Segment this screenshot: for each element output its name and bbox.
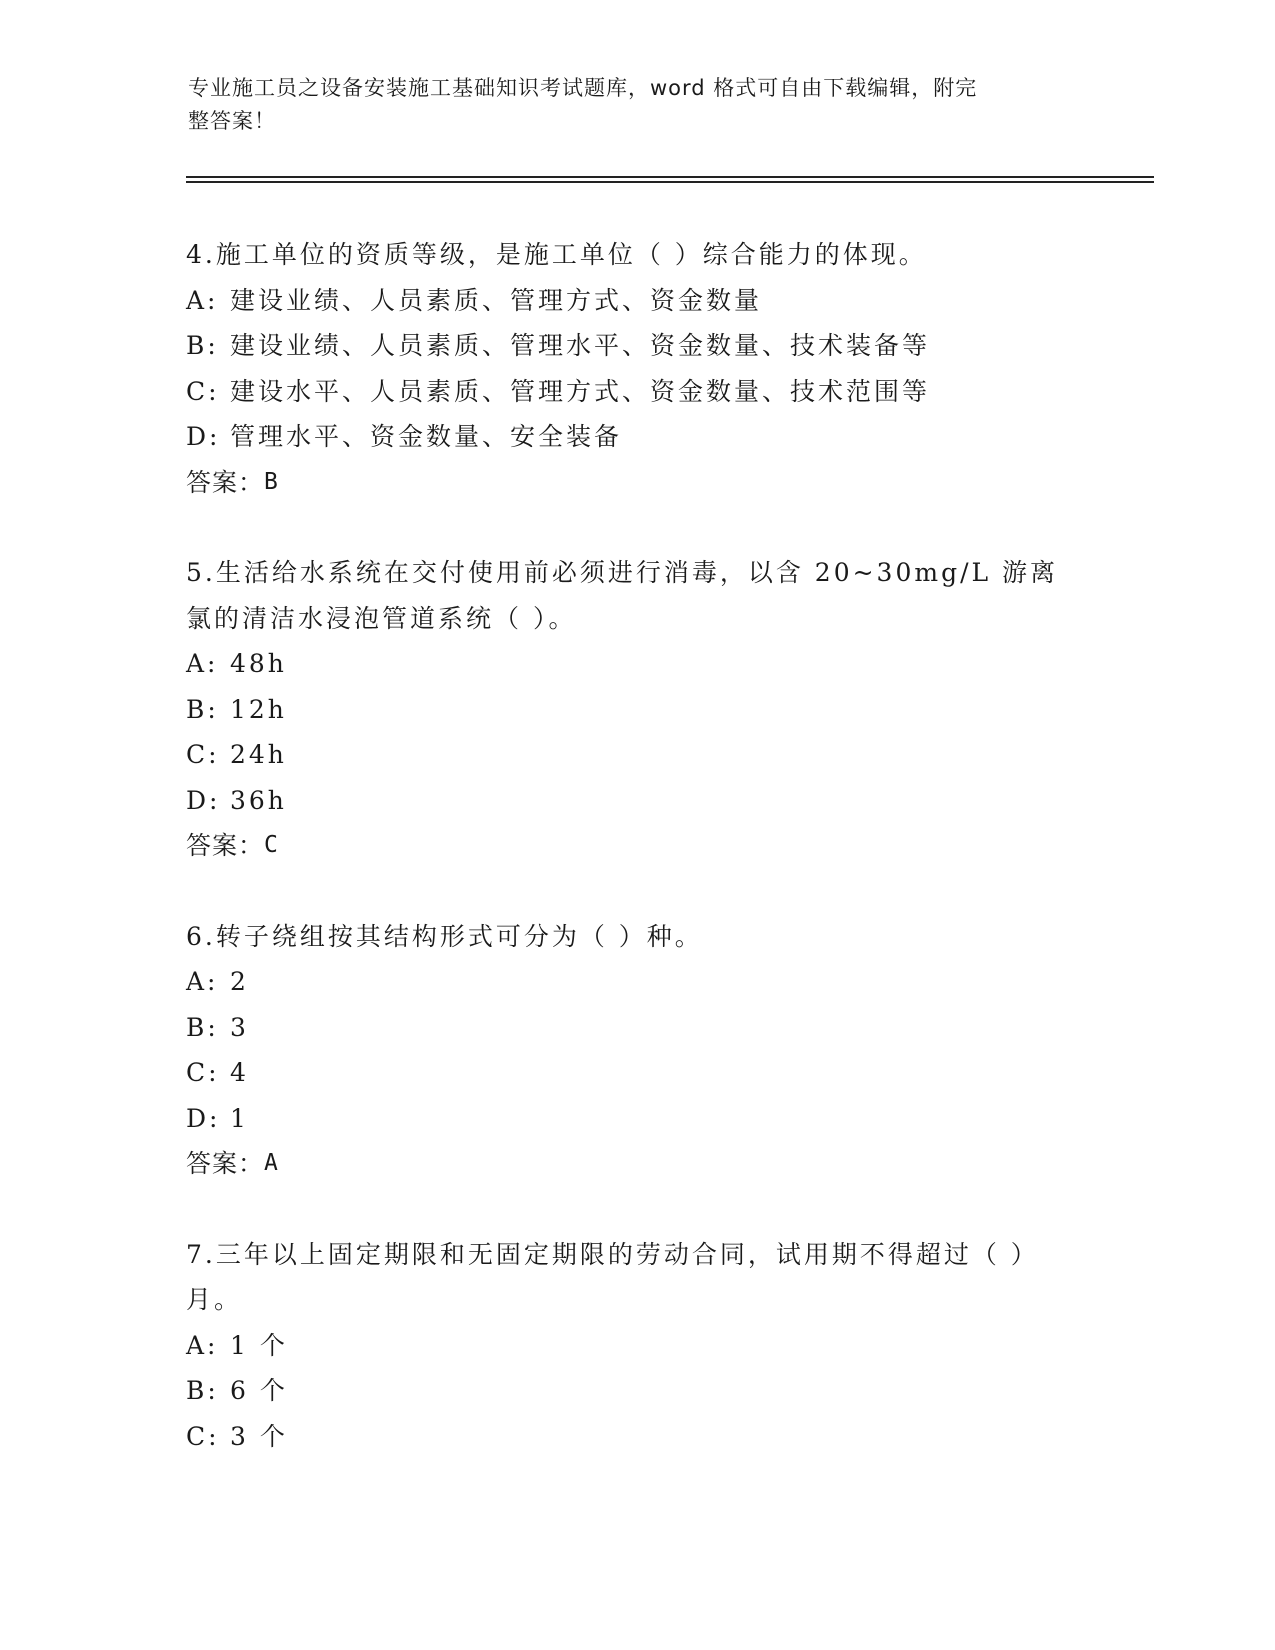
option-text: 3 (230, 1012, 249, 1042)
question-text: 7.三年以上固定期限和无固定期限的劳动合同，试用期不得超过（ ）月。 (186, 1239, 1039, 1314)
option-d (186, 414, 1086, 460)
answer-value: B (264, 468, 279, 495)
option-b (186, 687, 1086, 733)
option-text: 6 个 (230, 1376, 288, 1405)
document-header (188, 72, 1068, 138)
option-text: 2 (230, 967, 249, 996)
question-5 (186, 550, 1086, 869)
question-4 (186, 232, 1086, 505)
option-c (186, 1414, 1086, 1460)
option-label: A: (186, 285, 219, 315)
header-divider-top (186, 176, 1154, 178)
option-label: A: (186, 967, 219, 996)
header-line-1: 专业施工员之设备安装施工基础知识考试题库，word 格式可自由下载编辑，附完 (188, 76, 978, 100)
answer-line (186, 1141, 1086, 1187)
option-label: B: (186, 1012, 219, 1042)
option-text: 1 (230, 1103, 249, 1133)
option-a (186, 641, 1086, 687)
option-label: C: (186, 376, 220, 406)
option-c (186, 1050, 1086, 1096)
question-text: 4.施工单位的资质等级，是施工单位（ ）综合能力的体现。 (186, 240, 927, 269)
option-text: 1 个 (230, 1330, 288, 1360)
option-b (186, 1005, 1086, 1051)
answer-label: 答案： (186, 467, 265, 497)
option-d (186, 1096, 1086, 1142)
option-a (186, 278, 1086, 324)
question-list (186, 232, 1086, 1504)
option-d (186, 778, 1086, 824)
question-6 (186, 914, 1086, 1187)
question-text: 5.生活给水系统在交付使用前必须进行消毒，以含 20~30mg/L 游离氯的清洁水浸泡管道系统（ ）。 (186, 558, 1059, 633)
question-7 (186, 1232, 1086, 1460)
option-label: D: (186, 1103, 221, 1133)
answer-label: 答案： (186, 831, 265, 860)
answer-line (186, 823, 1086, 869)
option-c (186, 732, 1086, 778)
option-text: 管理水平、资金数量、安全装备 (230, 422, 623, 451)
option-text: 建设业绩、人员素质、管理水平、资金数量、技术装备等 (230, 331, 931, 360)
answer-line (186, 460, 1086, 506)
option-text: 建设业绩、人员素质、管理方式、资金数量 (230, 285, 763, 315)
option-a (186, 959, 1086, 1005)
option-text: 建设水平、人员素质、管理方式、资金数量、技术范围等 (230, 376, 931, 406)
option-text: 36h (230, 785, 287, 815)
option-a (186, 1323, 1086, 1369)
option-b (186, 1368, 1086, 1414)
option-text: 4 (230, 1058, 249, 1087)
option-label: B: (186, 694, 219, 724)
option-label: B: (186, 1376, 219, 1405)
question-text: 6.转子绕组按其结构形式可分为（ ）种。 (186, 921, 703, 951)
answer-label: 答案： (186, 1149, 265, 1178)
option-b (186, 323, 1086, 369)
option-label: C: (186, 1058, 220, 1087)
option-label: D: (186, 785, 221, 815)
option-label: C: (186, 740, 220, 769)
option-text: 48h (230, 649, 287, 678)
answer-value: A (264, 1150, 279, 1176)
option-label: D: (186, 422, 221, 451)
option-label: A: (186, 649, 219, 678)
answer-value: C (264, 832, 279, 858)
option-label: A: (186, 1330, 219, 1360)
header-divider-bottom (186, 181, 1154, 183)
option-c (186, 369, 1086, 415)
option-text: 24h (230, 740, 287, 769)
option-label: C: (186, 1421, 220, 1451)
header-line-2: 整答案！ (188, 109, 276, 133)
option-text: 12h (230, 694, 287, 724)
option-label: B: (186, 331, 219, 360)
option-text: 3 个 (230, 1421, 288, 1451)
